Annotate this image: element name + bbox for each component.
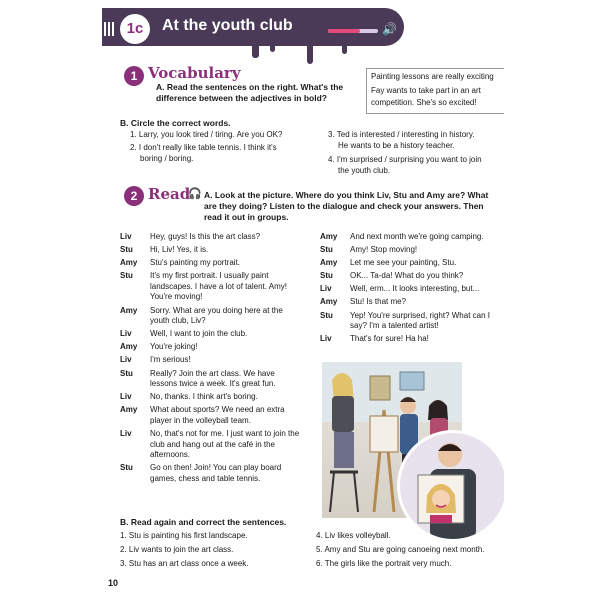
textbook-page (102, 0, 504, 600)
dialogue-text: No, that's not for me. I just want to join the club and hang out at the café in the afternoons. (150, 429, 300, 460)
vocab-item-4-cont: the youth club. (338, 166, 391, 175)
speaker-name: Stu (320, 271, 333, 281)
speaker-name: Liv (120, 392, 132, 402)
vocab-item-1: 1. Larry, you look tired / tiring. Are you OK? (130, 130, 283, 139)
speaker-name: Stu (320, 245, 333, 255)
speaker-icon: 🔊 (382, 22, 397, 36)
dialogue-line (120, 405, 302, 426)
dialogue-left-column (120, 232, 302, 487)
dialogue-line (320, 232, 502, 243)
dialogue-line (120, 392, 302, 403)
correction-item-2: 2. Liv wants to join the art class. (120, 545, 234, 554)
dialogue-line (120, 271, 302, 303)
speaker-name: Amy (120, 258, 138, 268)
speaker-name: Liv (320, 334, 332, 344)
section-title-read: Read (148, 185, 191, 203)
unit-title: At the youth club (162, 17, 293, 34)
correction-item-4: 4. Liv likes volleyball. (316, 531, 391, 540)
dialogue-line (320, 297, 502, 308)
paint-drip (270, 44, 275, 52)
dialogue-text: OK... Ta-da! What do you think? (350, 271, 464, 281)
dialogue-line (120, 429, 302, 461)
speaker-name: Liv (120, 232, 132, 241)
headphones-icon: 🎧 (188, 188, 202, 200)
dialogue-line (120, 306, 302, 327)
dialogue-line (320, 258, 502, 269)
dialogue-text: Yep! You're surprised, right? What can I say? I'm a talented artist! (350, 310, 490, 331)
correction-item-6: 6. The girls like the portrait very much. (316, 559, 452, 568)
dialogue-text: And next month we're going camping. (350, 232, 484, 241)
audio-progress-bar (328, 29, 378, 33)
dialogue-text: You're joking! (150, 342, 198, 352)
speaker-name: Liv (120, 429, 132, 438)
speaker-name: Liv (120, 355, 132, 365)
dialogue-text: Well, I want to join the club. (150, 329, 248, 339)
dialogue-line (120, 245, 302, 256)
paint-drip (342, 44, 347, 54)
read-instruction-a: A. Look at the picture. Where do you think Liv, Stu and Amy are? What are they doing? Listen to the dialogue and check your answers. Then read it out in groups. (204, 190, 489, 222)
dialogue-text: It's my first portrait. I usually paint landscapes. I have a lot of talent. Amy! You're moving! (150, 271, 287, 302)
correction-item-1: 1. Stu is painting his first landscape. (120, 531, 248, 540)
correction-item-3: 3. Stu has an art class once a week. (120, 559, 249, 568)
speaker-name: Amy (120, 405, 138, 415)
speaker-name: Amy (120, 305, 138, 315)
vocab-instruction-b: B. Circle the correct words. (120, 118, 231, 128)
dialogue-line (120, 232, 302, 243)
speaker-name: Amy (320, 258, 338, 268)
vocab-instruction-a: A. Read the sentences on the right. What's the difference between the adjectives in bold? (156, 82, 344, 103)
box-line-1: Painting lessons are really exciting (371, 72, 494, 81)
dialogue-text: What about sports? We need an extra player in the volleyball team. (150, 405, 285, 425)
section-number-1: 1 (124, 66, 144, 86)
dialogue-line (120, 342, 302, 353)
paint-drip (307, 44, 313, 64)
dialogue-text: Hey, guys! Is this the art class? (150, 232, 261, 241)
section-number-2: 2 (124, 186, 144, 206)
section-title-vocabulary: Vocabulary (148, 64, 241, 82)
speaker-name: Amy (320, 297, 338, 307)
dialogue-line (120, 369, 302, 390)
vocab-item-2-cont: boring / boring. (140, 154, 194, 163)
example-sentences-box (366, 68, 504, 114)
speaker-name: Amy (320, 232, 338, 241)
speaker-name: Stu (120, 368, 133, 378)
read-instruction-b: B. Read again and correct the sentences. (120, 517, 287, 527)
unit-badge: 1c (120, 14, 150, 44)
dialogue-line (120, 463, 302, 484)
dialogue-line (320, 271, 502, 282)
vocab-item-3-cont: He wants to be a history teacher. (338, 141, 455, 150)
dialogue-line (120, 355, 302, 366)
box-line-3: competition. She's so excited! (371, 98, 477, 107)
dialogue-right-column (320, 232, 502, 347)
dialogue-line (120, 329, 302, 340)
vocab-item-3: 3. Ted is interested / interesting in history. (328, 130, 475, 139)
dialogue-line (320, 334, 502, 345)
speaker-name: Amy (120, 342, 138, 352)
dialogue-text: Let me see your painting, Stu. (350, 258, 457, 268)
portrait-drawing (400, 433, 504, 539)
dialogue-text: Amy! Stop moving! (350, 245, 418, 255)
page-number: 10 (108, 578, 119, 588)
header-stripes (104, 22, 116, 36)
dialogue-text: Well, erm... It looks interesting, but... (350, 284, 480, 294)
speaker-name: Liv (320, 284, 332, 294)
dialogue-text: I'm serious! (150, 355, 191, 365)
dialogue-text: Go on then! Join! You can play board games, chess and table tennis. (150, 463, 282, 483)
speaker-name: Stu (320, 310, 333, 320)
speaker-name: Stu (120, 245, 133, 255)
dialogue-line (320, 311, 502, 332)
speaker-name: Stu (120, 463, 133, 473)
dialogue-text: Stu! Is that me? (350, 297, 407, 307)
dialogue-line (320, 284, 502, 295)
dialogue-text: Sorry. What are you doing here at the youth club, Liv? (150, 305, 283, 326)
speaker-name: Stu (120, 271, 133, 281)
dialogue-text: Hi, Liv! Yes, it is. (150, 245, 209, 255)
dialogue-text: Really? Join the art class. We have lessons twice a week. It's great fun. (150, 368, 276, 389)
paint-drip (252, 44, 259, 58)
dialogue-text: That's for sure! Ha ha! (350, 334, 429, 344)
dialogue-text: No, thanks. I think art's boring. (150, 392, 258, 402)
vocab-item-2: 2. I don't really like table tennis. I think it's (130, 143, 277, 152)
vocab-item-4: 4. I'm surprised / surprising you want to join (328, 155, 482, 164)
dialogue-line (120, 258, 302, 269)
correction-item-5: 5. Amy and Stu are going canoeing next month. (316, 545, 485, 554)
unit-header-banner (102, 8, 404, 46)
dialogue-line (320, 245, 502, 256)
portrait-inset (397, 430, 504, 542)
box-line-2: Fay wants to take part in an art (371, 86, 481, 95)
speaker-name: Liv (120, 329, 132, 339)
dialogue-text: Stu's painting my portrait. (150, 258, 241, 268)
